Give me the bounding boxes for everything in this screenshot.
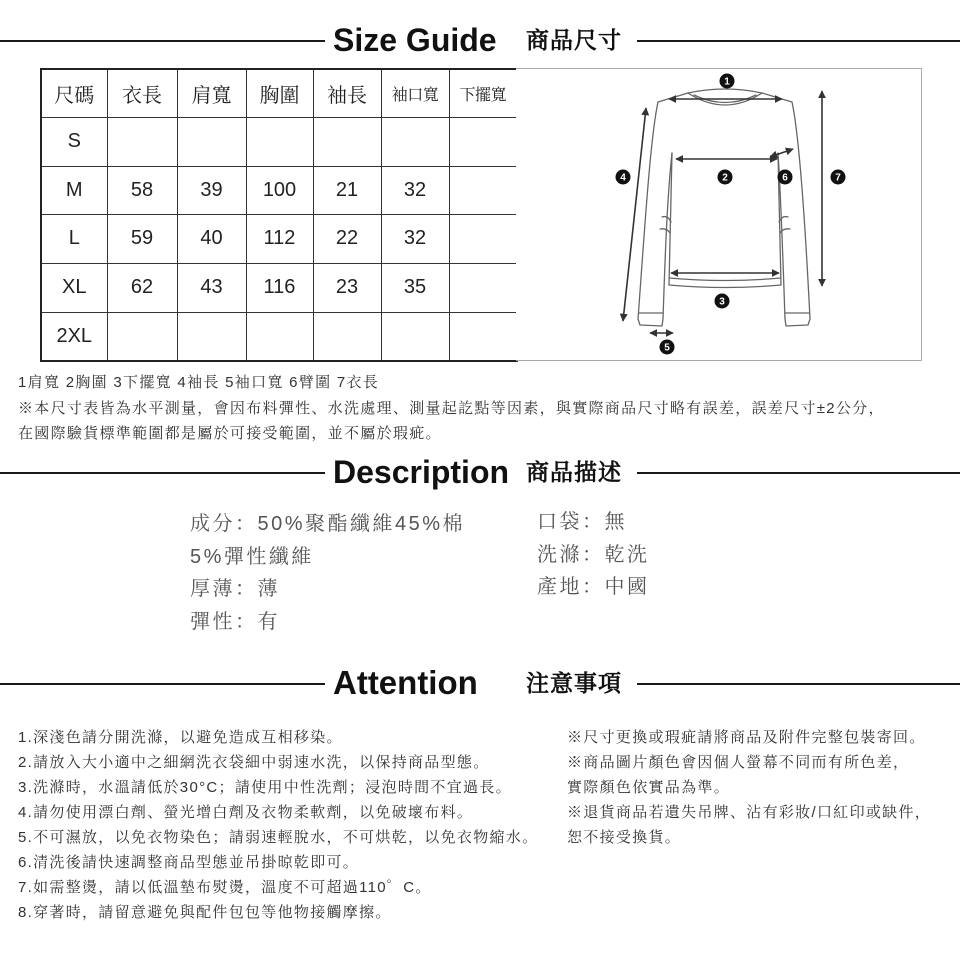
pocket-text: 口袋：無: [537, 511, 627, 533]
care-item: 8.穿著時，請留意避免與配件包包等他物接觸摩擦。: [18, 903, 392, 921]
heading-rule-right: [637, 40, 960, 42]
heading-rule-left: [0, 472, 325, 474]
cuff-width-cell: 32: [381, 214, 449, 263]
shoulder-width-cell: [177, 312, 246, 361]
cuff-width-cell: 32: [381, 166, 449, 214]
origin-text: 產地：中國: [537, 576, 650, 599]
size-notes: [18, 370, 885, 447]
marker-2-label: 2: [722, 172, 728, 184]
description-heading: [0, 452, 960, 492]
measurement-disclaimer: ※本尺寸表皆為水平測量，會因布料彈性、水洗處理、測量起訖點等因素，與實際商品尺寸略有誤差，誤差尺寸±2公分，: [18, 399, 885, 417]
sleeve-length-cell: 21: [313, 166, 381, 214]
heading-title-en: Attention: [333, 664, 478, 701]
care-item: 7.如需整燙，請以低溫墊布熨燙，溫度不可超過110゜C。: [18, 878, 432, 896]
care-item: 6.清洗後請快速調整商品型態並吊掛晾乾即可。: [18, 853, 360, 871]
heading-title-zh: 商品描述: [526, 459, 622, 485]
length-cell: 62: [107, 263, 177, 312]
heading-title-en: Description: [333, 454, 510, 490]
marker-7-label: 7: [835, 172, 841, 184]
care-item: 3.洗滌時，水溫請低於30°C；請使用中性洗劑；浸泡時間不宜過長。: [18, 778, 512, 796]
shoulder-width-cell: 40: [177, 214, 246, 263]
cuff-width-cell: 35: [381, 263, 449, 312]
header-shoulder-width: 肩寬: [177, 69, 246, 117]
header-length: 衣長: [107, 69, 177, 117]
marker-4-label: 4: [620, 172, 626, 184]
description-left-column: [190, 508, 465, 639]
material-text-continued: 5%彈性纖維: [190, 545, 314, 568]
marker-1: [720, 74, 735, 89]
policy-line: 恕不接受換貨。: [567, 828, 682, 846]
header-chest: 胸圍: [246, 69, 313, 117]
sleeve-length-cell: [313, 117, 381, 166]
chest-cell: [246, 117, 313, 166]
size-guide-heading: [0, 20, 960, 60]
size-label-cell: L: [41, 214, 107, 263]
heading-title-zh: 注意事項: [526, 670, 622, 696]
chest-cell: 116: [246, 263, 313, 312]
return-policy-notes: [567, 725, 931, 850]
size-row-m: [41, 166, 517, 214]
marker-1-label: 1: [724, 76, 730, 88]
size-row-l: [41, 214, 517, 263]
size-label-cell: S: [41, 117, 107, 166]
size-row-xl: [41, 263, 517, 312]
material-text: 成分：50%聚酯纖維45%棉: [190, 513, 466, 535]
attention-heading: [0, 663, 960, 703]
marker-5: [660, 340, 675, 355]
policy-line: 實際顏色依實品為準。: [567, 778, 731, 796]
shoulder-width-cell: [177, 117, 246, 166]
arm-circumference-arrow: [770, 149, 793, 157]
measurement-legend: 1肩寬 2胸圍 3下擺寬 4袖長 5袖口寬 6臂圍 7衣長: [18, 374, 380, 391]
marker-4: [616, 170, 631, 185]
header-size: 尺碼: [41, 69, 107, 117]
sleeve-length-cell: 22: [313, 214, 381, 263]
measurement-diagram-box: [516, 68, 922, 361]
sleeve-length-cell: 23: [313, 263, 381, 312]
sleeve-length-arrow: [623, 108, 646, 321]
marker-6-label: 6: [782, 172, 788, 184]
policy-line: ※退貨商品若遺失吊牌、沾有彩妝/口紅印或缺件，: [567, 803, 932, 821]
hem-width-cell: [449, 117, 517, 166]
size-label-cell: 2XL: [41, 312, 107, 361]
marker-3-label: 3: [719, 296, 725, 308]
shoulder-width-cell: 39: [177, 166, 246, 214]
cuff-width-cell: [381, 312, 449, 361]
marker-7: [831, 170, 846, 185]
care-instructions-list: [18, 725, 538, 925]
header-sleeve-length: 袖長: [313, 69, 381, 117]
size-label-cell: XL: [41, 263, 107, 312]
garment-outline: [638, 89, 810, 326]
size-row-s: [41, 117, 517, 166]
care-item: 1.深淺色請分開洗滌，以避免造成互相移染。: [18, 728, 343, 746]
sleeve-length-cell: [313, 312, 381, 361]
shoulder-width-cell: 43: [177, 263, 246, 312]
care-item: 4.請勿使用漂白劑、螢光增白劑及衣物柔軟劑，以免破壞布料。: [18, 803, 474, 821]
chest-cell: 100: [246, 166, 313, 214]
description-right-column: [537, 506, 650, 604]
policy-line: ※商品圖片顏色會因個人螢幕不同而有所色差，: [567, 753, 910, 771]
length-cell: 58: [107, 166, 177, 214]
length-cell: [107, 312, 177, 361]
marker-3: [715, 294, 730, 309]
hem-width-cell: [449, 312, 517, 361]
care-item: 5.不可濕放，以免衣物染色；請弱速輕脫水，不可烘乾，以免衣物縮水。: [18, 828, 539, 846]
heading-title-en: Size Guide: [333, 22, 497, 58]
marker-5-label: 5: [664, 342, 670, 354]
policy-line: ※尺寸更換或瑕疵請將商品及附件完整包裝寄回。: [567, 728, 926, 746]
hem-width-cell: [449, 263, 517, 312]
size-table-header-row: [41, 69, 517, 117]
size-row-2xl: [41, 312, 517, 361]
heading-title-zh: 商品尺寸: [526, 27, 622, 53]
heading-rule-left: [0, 40, 325, 42]
size-table: [40, 68, 518, 362]
heading-rule-left: [0, 683, 325, 685]
hem-width-cell: [449, 214, 517, 263]
length-cell: [107, 117, 177, 166]
length-cell: 59: [107, 214, 177, 263]
heading-rule-right: [637, 683, 960, 685]
care-item: 2.請放入大小適中之細網洗衣袋細中弱速水洗，以保持商品型態。: [18, 753, 490, 771]
cuff-width-cell: [381, 117, 449, 166]
thickness-text: 厚薄：薄: [190, 578, 280, 601]
marker-6: [778, 170, 793, 185]
chest-cell: 112: [246, 214, 313, 263]
washing-text: 洗滌：乾洗: [537, 543, 650, 566]
heading-rule-right: [637, 472, 960, 474]
marker-2: [718, 170, 733, 185]
chest-cell: [246, 312, 313, 361]
garment-diagram: [516, 69, 921, 360]
elasticity-text: 彈性：有: [190, 611, 280, 634]
size-label-cell: M: [41, 166, 107, 214]
hem-width-cell: [449, 166, 517, 214]
measurement-disclaimer-continued: 在國際驗貨標準範圍都是屬於可接受範圍，並不屬於瑕疵。: [18, 425, 442, 442]
header-cuff-width: 袖口寬: [381, 69, 449, 117]
header-hem-width: 下擺寬: [449, 69, 517, 117]
